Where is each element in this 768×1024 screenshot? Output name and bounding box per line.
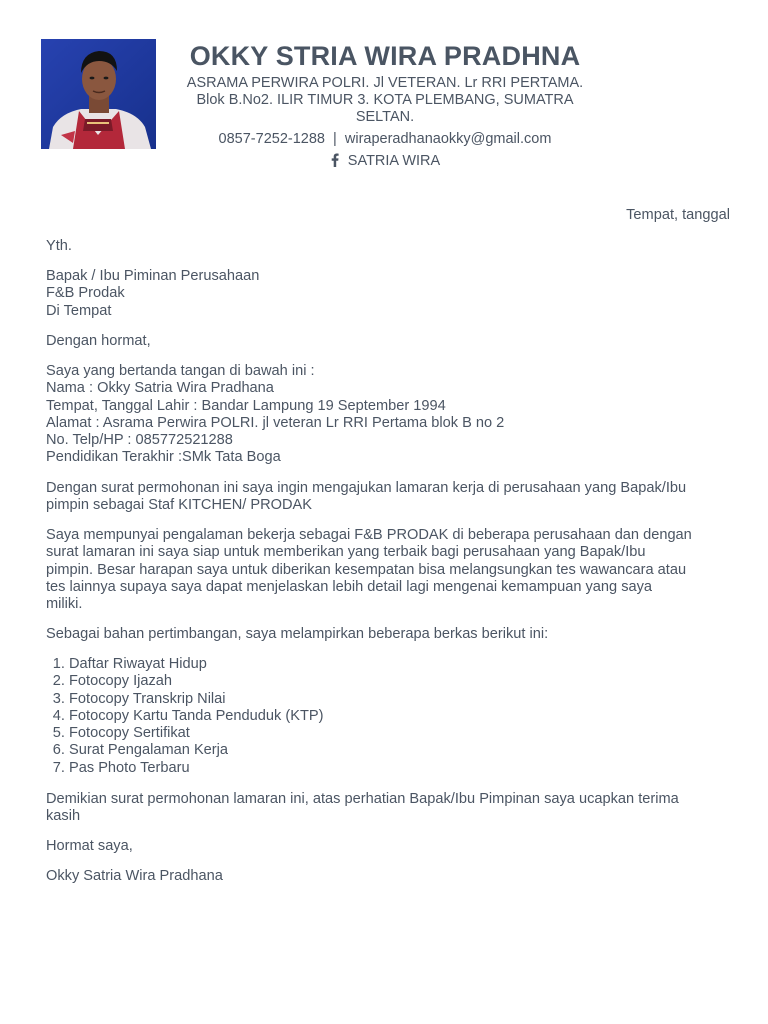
- list-item: 6. Surat Pengalaman Kerja: [69, 742, 714, 759]
- closing-paragraph: [46, 791, 730, 826]
- paragraph-line: Saya mempunyai pengalaman bekerja sebagai F&B PRODAK di beberapa perusahaan dan dengan: [46, 527, 692, 543]
- email-link[interactable]: wiraperadhanaokky@gmail.com: [344, 131, 552, 147]
- applicant-details: [46, 363, 730, 467]
- person-portrait-icon: [41, 39, 156, 149]
- recipient-line: Bapak / Ibu Piminan Perusahaan: [46, 268, 260, 284]
- facebook-link[interactable]: SATRIA WIRA: [347, 153, 441, 169]
- address-block: [180, 75, 590, 126]
- address-line: Blok B.No2. ILIR TIMUR 3. KOTA PLEMBANG, SUMATRA: [196, 92, 574, 108]
- list-item: 1. Daftar Riwayat Hidup: [69, 656, 714, 673]
- place-date: Tempat, tanggal: [626, 207, 730, 223]
- regards: Hormat saya,: [46, 838, 133, 854]
- detail-line: Pendidikan Terakhir :SMk Tata Boga: [46, 449, 281, 466]
- recipient-line: F&B Prodak: [46, 285, 125, 302]
- paragraph-line: surat lamaran ini saya siap untuk memberikan yang terbaik bagi perusahaan yang Bapak/Ibu: [46, 544, 646, 561]
- separator: |: [333, 131, 337, 147]
- facebook-icon: [330, 153, 340, 172]
- profile-photo: [41, 39, 156, 149]
- attachments-intro: Sebagai bahan pertimbangan, saya melampirkan beberapa berkas berikut ini:: [46, 626, 549, 642]
- details-intro: Saya yang bertanda tangan di bawah ini :: [46, 363, 315, 379]
- paragraph-line: miliki.: [46, 596, 83, 613]
- paragraph-line: pimpin. Besar harapan saya untuk diberikan kesempatan bisa melangsungkan tes wawancara atau: [46, 561, 687, 578]
- detail-line: No. Telp/HP : 085772521288: [46, 432, 233, 449]
- paragraph-line: kasih: [46, 808, 81, 825]
- list-item: 5. Fotocopy Sertifikat: [69, 725, 714, 742]
- paragraph-line: Demikian surat permohonan lamaran ini, atas perhatian Bapak/Ibu Pimpinan saya ucapkan terima: [46, 791, 679, 807]
- detail-line: Alamat : Asrama Perwira POLRI. jl veteran Lr RRI Pertama blok B no 2: [46, 414, 505, 431]
- detail-line: Tempat, Tanggal Lahir : Bandar Lampung 19 September 1994: [46, 397, 446, 414]
- greeting: Dengan hormat,: [46, 333, 151, 349]
- paragraph-experience: [46, 527, 730, 613]
- paragraph-line: pimpin sebagai Staf KITCHEN/ PRODAK: [46, 497, 313, 514]
- paragraph-application: [46, 480, 730, 515]
- list-item: 7. Pas Photo Terbaru: [69, 760, 714, 777]
- detail-line: Nama : Okky Satria Wira Pradhana: [46, 380, 274, 397]
- applicant-name: OKKY STRIA WIRA PRADHNA: [189, 41, 581, 71]
- contact-line: [180, 131, 590, 148]
- paragraph-line: Dengan surat permohonan ini saya ingin mengajukan lamaran kerja di perusahaan yang Bapak/Ibu: [46, 480, 687, 496]
- letter-header: [180, 40, 590, 172]
- attachments-list: [30, 656, 714, 777]
- list-item: 3. Fotocopy Transkrip Nilai: [69, 691, 714, 708]
- list-item: 4. Fotocopy Kartu Tanda Penduduk (KTP): [69, 708, 714, 725]
- phone-number: 0857-7252-1288: [218, 131, 325, 147]
- address-line: ASRAMA PERWIRA POLRI. Jl VETERAN. Lr RRI PERTAMA.: [186, 75, 584, 91]
- recipient-block: [46, 268, 730, 320]
- paragraph-line: tes lainnya supaya saya dapat menjelaskan lebih detail lagi mengenai kemampuan yang saya: [46, 578, 653, 595]
- list-item: 2. Fotocopy Ijazah: [69, 673, 714, 690]
- address-line: SELTAN.: [355, 109, 415, 125]
- salutation-to: Yth.: [46, 238, 72, 254]
- social-line: [180, 153, 590, 172]
- recipient-line: Di Tempat: [46, 302, 112, 319]
- signature-name: Okky Satria Wira Pradhana: [46, 868, 223, 884]
